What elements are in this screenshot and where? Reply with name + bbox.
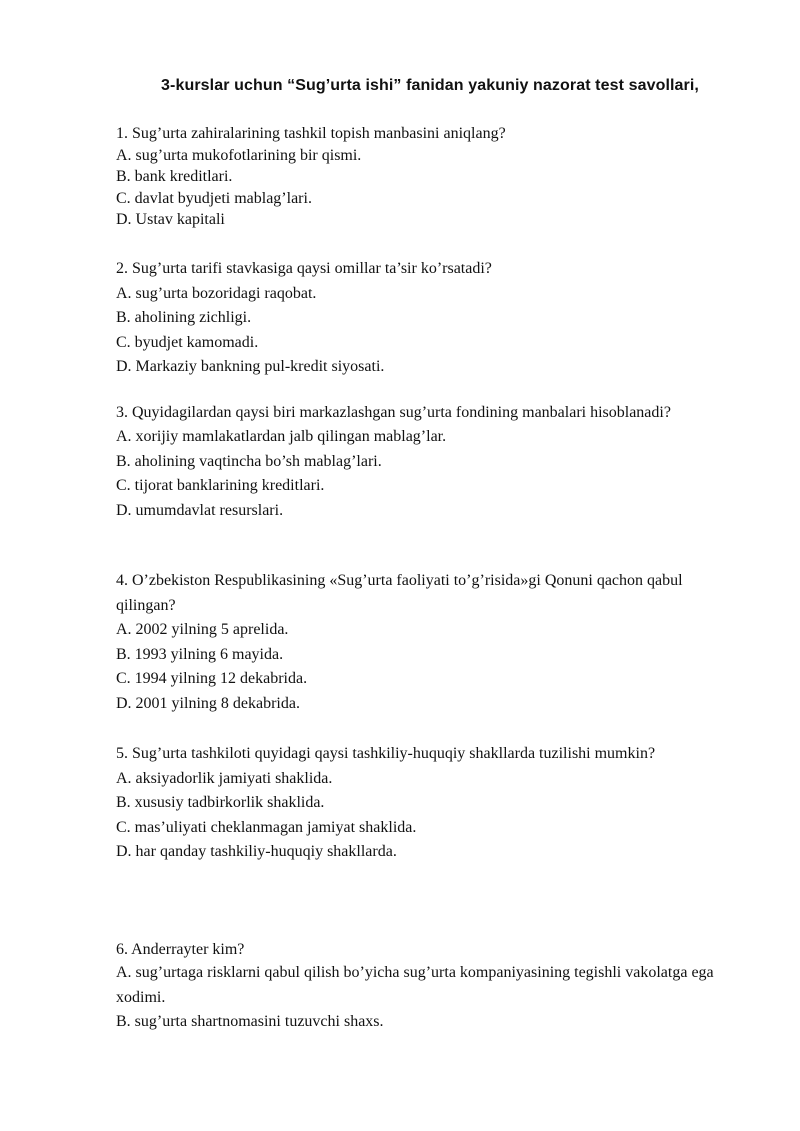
question-block-3 bbox=[116, 402, 743, 523]
answer-option-d: D. 2001 yilning 8 dekabrida. bbox=[116, 694, 300, 712]
question-block-2 bbox=[116, 257, 743, 380]
answer-option-b: B. aholining zichligi. bbox=[116, 309, 252, 327]
question-block-4 bbox=[116, 569, 743, 717]
question-text: 3. Quyidagilardan qaysi biri markazlashgan sug’urta fondining manbalari hisoblanadi? bbox=[116, 404, 671, 421]
answer-option-a: A. sug’urtaga risklarni qabul qilish bo’yicha sug’urta kompaniyasining tegishli vakolatga ega xodimi. bbox=[116, 964, 714, 1006]
question-text: 5. Sug’urta tashkiloti quyidagi qaysi tashkiliy-huquqiy shakllarda tuzilishi mumkin? bbox=[116, 745, 656, 762]
question-text: 4. O’zbekiston Respublikasining «Sug’urta faoliyati to’g’risida»gi Qonuni qachon qabul qilingan? bbox=[116, 572, 683, 614]
answer-option-d: D. Markaziy bankning pul-kredit siyosati. bbox=[116, 358, 385, 376]
answer-option-a: A. 2002 yilning 5 aprelida. bbox=[116, 621, 289, 639]
answer-option-c: C. 1994 yilning 12 dekabrida. bbox=[116, 670, 308, 688]
answer-option-b: B. sug’urta shartnomasini tuzuvchi shaxs. bbox=[116, 1013, 384, 1031]
answer-option-d: D. Ustav kapitali bbox=[116, 211, 225, 229]
answer-option-b: B. aholining vaqtincha bo’sh mablag’lari. bbox=[116, 452, 382, 470]
answer-option-a: A. sug’urta mukofotlarining bir qismi. bbox=[116, 146, 362, 164]
question-block-1 bbox=[116, 123, 743, 231]
answer-option-a: A. xorijiy mamlakatlardan jalb qilingan mablag’lar. bbox=[116, 428, 447, 445]
answer-option-a: A. aksiyadorlik jamiyati shaklida. bbox=[116, 769, 333, 787]
question-text: 1. Sug’urta zahiralarining tashkil topish manbasini aniqlang? bbox=[116, 125, 506, 142]
answer-option-b: B. xususiy tadbirkorlik shaklida. bbox=[116, 794, 325, 812]
document-title: 3-kurslar uchun “Sug’urta ishi” fanidan yakuniy nazorat test savollari, bbox=[161, 77, 699, 94]
answer-option-b: B. 1993 yilning 6 mayida. bbox=[116, 645, 284, 663]
answer-option-d: D. umumdavlat resurslari. bbox=[116, 501, 284, 519]
question-block-6 bbox=[116, 939, 743, 1035]
answer-option-c: C. davlat byudjeti mablag’lari. bbox=[116, 189, 312, 207]
answer-option-a: A. sug’urta bozoridagi raqobat. bbox=[116, 284, 317, 302]
question-text: 2. Sug’urta tarifi stavkasiga qaysi omillar ta’sir ko’rsatadi? bbox=[116, 260, 492, 277]
answer-option-b: B. bank kreditlari. bbox=[116, 168, 233, 186]
answer-option-c: C. byudjet kamomadi. bbox=[116, 333, 259, 351]
answer-option-c: C. tijorat banklarining kreditlari. bbox=[116, 477, 325, 495]
answer-option-d: D. har qanday tashkiliy-huquqiy shakllarda. bbox=[116, 843, 397, 861]
question-block-5 bbox=[116, 742, 743, 865]
answer-option-c: C. mas’uliyati cheklanmagan jamiyat shaklida. bbox=[116, 818, 417, 836]
question-text: 6. Anderrayter kim? bbox=[116, 941, 245, 958]
